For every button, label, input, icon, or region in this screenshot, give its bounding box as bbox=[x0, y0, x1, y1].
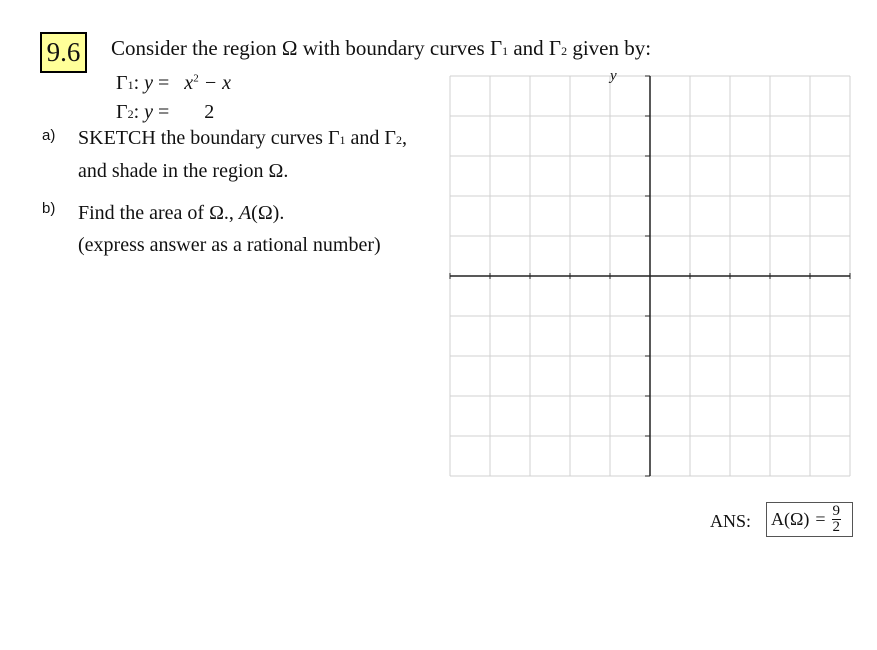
curve-1-name: Γ bbox=[116, 72, 128, 94]
answer-lhs: A(Ω) bbox=[771, 509, 810, 529]
curve-2-name: Γ bbox=[116, 101, 128, 123]
part-a-line-1-post: , bbox=[401, 127, 407, 149]
part-b-line-1-post: (Ω). bbox=[251, 202, 285, 224]
part-a-line-1 bbox=[78, 127, 407, 150]
answer-numerator: 9 bbox=[832, 503, 841, 519]
part-b-area-function: A bbox=[238, 202, 252, 224]
part-a-line-1-pre: SKETCH the boundary curves Γ bbox=[78, 127, 340, 149]
curve-2-colon: : bbox=[133, 101, 140, 123]
intro-text-mid: and Γ bbox=[508, 36, 562, 60]
problem-intro bbox=[111, 36, 651, 61]
curve-2-rhs: 2 bbox=[204, 101, 215, 123]
curve-1-colon: : bbox=[133, 72, 140, 94]
curve-1-lhs: y bbox=[144, 72, 154, 94]
intro-text-before: Consider the region Ω with boundary curves Γ bbox=[111, 36, 503, 60]
answer-fraction bbox=[832, 504, 842, 535]
y-axis-label: y bbox=[610, 68, 617, 84]
curve-2-sub: 2 bbox=[127, 107, 134, 121]
curve-2-lhs: y bbox=[144, 101, 154, 123]
axes bbox=[450, 76, 850, 476]
curve-1-sub: 1 bbox=[127, 78, 134, 92]
curve-1-rhs-base: x bbox=[184, 72, 194, 94]
answer-denominator: 2 bbox=[832, 519, 841, 535]
curve-1-rhs-exponent: 2 bbox=[193, 72, 199, 85]
part-a-sub-1: 1 bbox=[339, 133, 346, 147]
intro-sub-2: 2 bbox=[561, 44, 568, 58]
part-a-label: a) bbox=[42, 127, 56, 144]
part-b-line-1 bbox=[78, 202, 284, 225]
answer-label: ANS: bbox=[710, 511, 752, 531]
sketch-grid[interactable] bbox=[446, 66, 858, 486]
curve-1-rhs-rest: − x bbox=[203, 72, 232, 94]
intro-text-after: given by: bbox=[567, 36, 652, 60]
part-a-line-2: and shade in the region Ω. bbox=[78, 160, 289, 182]
part-b-label: b) bbox=[42, 200, 56, 217]
answer-box bbox=[766, 502, 853, 537]
part-a-sub-2: 2 bbox=[395, 133, 402, 147]
part-a-line-1-mid: and Γ bbox=[345, 127, 396, 149]
curve-gamma-1-equation bbox=[116, 72, 231, 95]
intro-sub-1: 1 bbox=[502, 44, 509, 58]
part-b-line-2: (express answer as a rational number) bbox=[78, 234, 381, 256]
part-b-line-1-pre: Find the area of Ω., bbox=[78, 202, 239, 224]
answer-equals: = bbox=[815, 509, 826, 529]
problem-number: 9.6 bbox=[40, 32, 87, 73]
curve-2-eq: = bbox=[158, 101, 170, 123]
curve-gamma-2-equation bbox=[116, 101, 214, 124]
curve-1-eq: = bbox=[158, 72, 170, 94]
